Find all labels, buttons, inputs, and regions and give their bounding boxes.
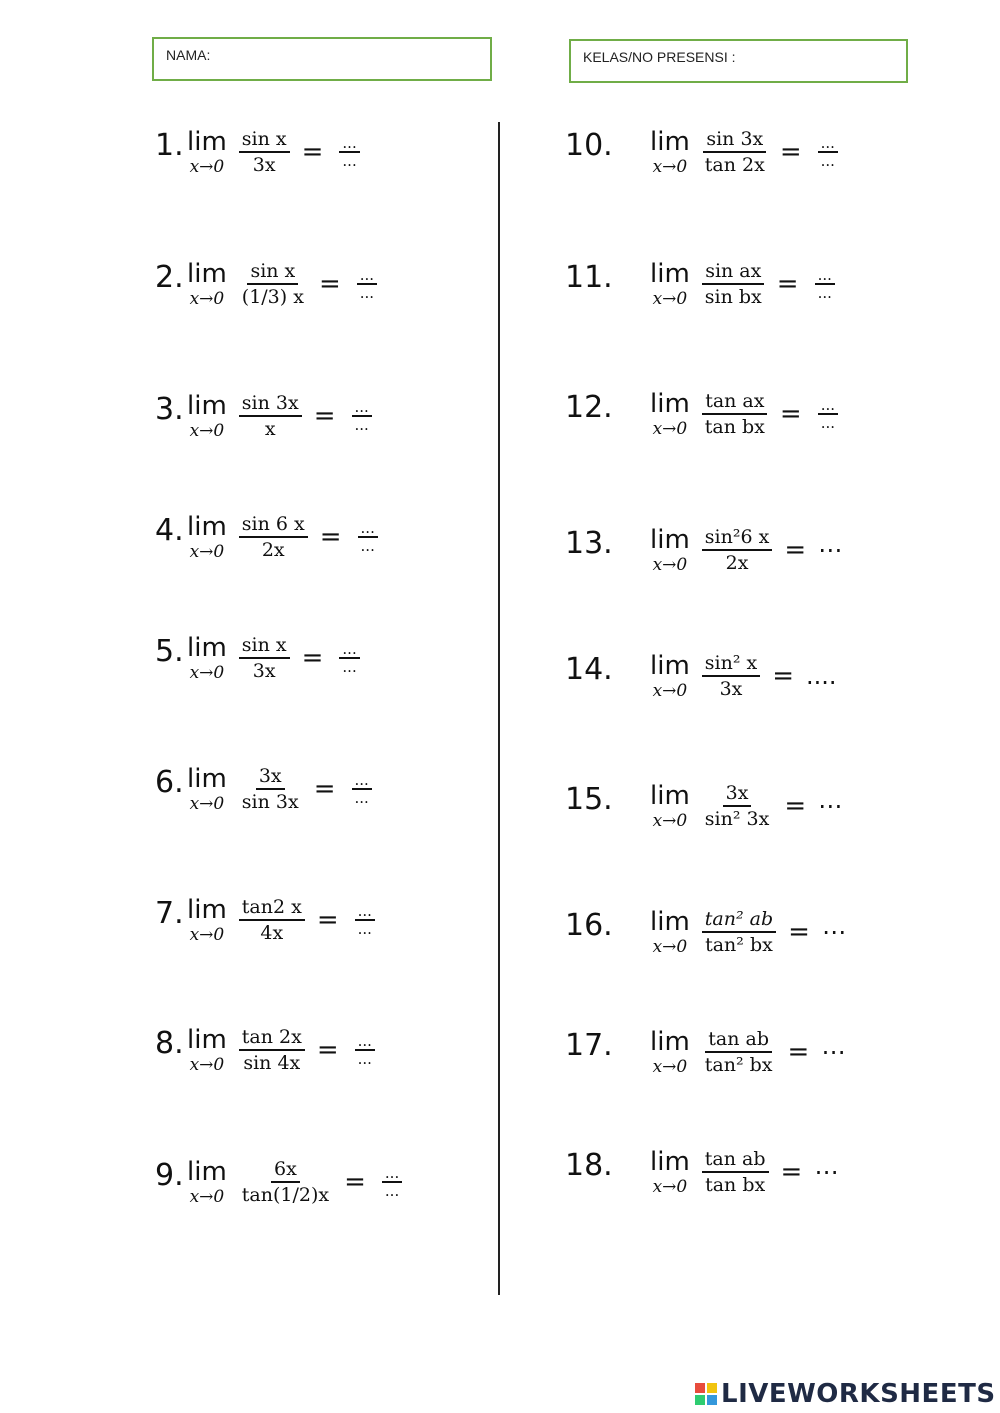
numerator: sin ax <box>702 259 764 285</box>
answer-blank[interactable]: ⋯ <box>818 536 843 564</box>
problem-number: 3. <box>155 392 184 427</box>
answer-numerator-blank[interactable]: ... <box>382 1165 402 1183</box>
answer-denominator-blank[interactable]: ... <box>820 414 836 432</box>
numerator: sin x <box>247 259 298 285</box>
denominator: tan² bx <box>704 1054 773 1076</box>
problem-7 <box>155 880 485 960</box>
answer-denominator-blank[interactable]: ... <box>357 920 372 938</box>
lim-subscript: x→0 <box>189 925 225 945</box>
denominator: 2x <box>725 552 749 574</box>
problem-number: 2. <box>155 260 184 295</box>
equals-sign: = <box>344 1167 366 1197</box>
problem-number: 17. <box>565 1028 613 1063</box>
equals-sign: = <box>316 1035 339 1065</box>
equals-sign: = <box>780 1157 803 1187</box>
answer-numerator-blank[interactable]: ... <box>818 135 838 153</box>
problem-4 <box>155 497 485 577</box>
logo-square <box>695 1383 705 1393</box>
lim-operator: lim <box>650 651 690 681</box>
problem-number: 5. <box>155 634 184 669</box>
problem-number: 15. <box>565 782 613 817</box>
problem-16 <box>565 892 965 972</box>
answer-numerator-blank[interactable]: ... <box>352 772 372 790</box>
lim-operator: lim <box>650 389 690 419</box>
answer-denominator-blank[interactable]: ... <box>817 284 832 302</box>
problem-2 <box>155 244 485 324</box>
problem-number: 13. <box>565 526 613 561</box>
lim-subscript: x→0 <box>189 542 225 562</box>
lim-subscript: x→0 <box>189 1055 225 1075</box>
lim-subscript: x→0 <box>652 811 688 831</box>
lim-subscript: x→0 <box>652 419 688 439</box>
lim-subscript: x→0 <box>652 681 688 701</box>
answer-blank[interactable]: ⋯ <box>814 1158 839 1186</box>
answer-numerator-blank[interactable]: ... <box>357 267 377 285</box>
numerator: sin 3x <box>239 391 302 417</box>
problem-6 <box>155 749 485 829</box>
problem-number: 12. <box>565 390 613 425</box>
numerator: sin x <box>239 127 290 153</box>
numerator: 3x <box>256 764 285 790</box>
answer-blank[interactable] <box>355 903 375 937</box>
denominator: 3x <box>719 678 743 700</box>
problem-number: 10. <box>565 128 613 163</box>
denominator: x <box>264 418 276 440</box>
name-field[interactable] <box>152 37 492 81</box>
answer-numerator-blank[interactable]: ... <box>355 903 375 921</box>
lim-operator: lim <box>650 525 690 555</box>
answer-denominator-blank[interactable]: ... <box>820 152 835 170</box>
answer-blank[interactable] <box>357 267 377 301</box>
lim-subscript: x→0 <box>189 1187 225 1207</box>
lim-operator: lim <box>650 907 690 937</box>
lim-operator: lim <box>187 633 227 663</box>
answer-blank[interactable] <box>815 267 835 301</box>
answer-blank[interactable] <box>352 399 372 433</box>
lim-operator: lim <box>650 1027 690 1057</box>
problem-number: 11. <box>565 260 613 295</box>
numerator: 3x <box>723 781 752 807</box>
answer-numerator-blank[interactable]: ... <box>352 399 372 417</box>
numerator: tan2 x <box>239 895 305 921</box>
equals-sign: = <box>313 401 336 431</box>
problem-12 <box>565 374 965 454</box>
numerator: sin²6 x <box>702 525 773 551</box>
answer-blank[interactable] <box>818 397 838 431</box>
answer-blank[interactable]: ⋯ <box>821 918 846 946</box>
problem-1 <box>155 112 485 192</box>
equals-sign: = <box>318 269 341 299</box>
numerator: tan² ab <box>702 907 776 933</box>
logo-square <box>707 1395 717 1405</box>
numerator: tan ab <box>705 1027 772 1053</box>
answer-blank[interactable]: .... <box>806 662 837 690</box>
answer-blank[interactable]: ⋯ <box>818 792 843 820</box>
lim-subscript: x→0 <box>189 794 225 814</box>
answer-denominator-blank[interactable]: ... <box>360 537 375 555</box>
column-divider <box>498 122 500 1295</box>
lim-subscript: x→0 <box>189 663 225 683</box>
logo-square <box>695 1395 705 1405</box>
answer-denominator-blank[interactable]: ... <box>354 416 369 434</box>
denominator: 3x <box>252 660 276 682</box>
problem-5 <box>155 618 485 698</box>
answer-denominator-blank[interactable]: ... <box>354 789 369 807</box>
answer-numerator-blank[interactable]: ... <box>355 1033 375 1051</box>
problem-11 <box>565 244 965 324</box>
problem-number: 1. <box>155 128 184 163</box>
logo-text: LIVEWORKSHEETS <box>721 1379 996 1409</box>
problem-number: 16. <box>565 908 613 943</box>
lim-subscript: x→0 <box>189 421 225 441</box>
equals-sign: = <box>788 917 810 947</box>
answer-denominator-blank[interactable]: ... <box>384 1182 400 1200</box>
lim-operator: lim <box>650 259 690 289</box>
denominator: 2x <box>261 539 285 561</box>
problem-17 <box>565 1012 965 1092</box>
problem-9 <box>155 1142 485 1222</box>
logo-square <box>707 1383 717 1393</box>
answer-blank[interactable] <box>339 641 359 675</box>
denominator: 4x <box>260 922 284 944</box>
problem-18 <box>565 1132 965 1212</box>
equals-sign: = <box>772 661 795 691</box>
denominator: sin 3x <box>241 791 299 813</box>
answer-blank[interactable] <box>382 1165 402 1199</box>
lim-subscript: x→0 <box>652 289 688 309</box>
numerator: sin 3x <box>703 127 766 153</box>
numerator: tan ab <box>702 1147 769 1173</box>
denominator: tan bx <box>704 416 765 438</box>
equals-sign: = <box>301 137 324 167</box>
liveworksheets-logo <box>695 1378 996 1410</box>
lim-subscript: x→0 <box>652 1057 688 1077</box>
class-number-label: KELAS/NO PRESENSI : <box>583 49 736 65</box>
equals-sign: = <box>784 535 807 565</box>
equals-sign: = <box>319 522 342 552</box>
denominator: sin 4x <box>243 1052 301 1074</box>
lim-operator: lim <box>650 1147 690 1177</box>
lim-operator: lim <box>187 127 227 157</box>
answer-blank[interactable] <box>358 520 378 554</box>
lim-operator: lim <box>187 895 227 925</box>
numerator: tan 2x <box>239 1025 305 1051</box>
answer-blank[interactable]: ⋯ <box>821 1038 846 1066</box>
answer-numerator-blank[interactable]: ... <box>818 397 838 415</box>
problem-number: 14. <box>565 652 613 687</box>
lim-operator: lim <box>650 781 690 811</box>
answer-numerator-blank[interactable]: ... <box>339 135 359 153</box>
answer-blank[interactable] <box>818 135 838 169</box>
answer-denominator-blank[interactable]: ... <box>359 284 375 302</box>
answer-numerator-blank[interactable]: ... <box>815 267 835 285</box>
equals-sign: = <box>301 643 324 673</box>
equals-sign: = <box>787 1037 810 1067</box>
denominator: 3x <box>252 154 276 176</box>
equals-sign: = <box>776 269 799 299</box>
answer-denominator-blank[interactable]: ... <box>342 152 357 170</box>
answer-blank[interactable] <box>355 1033 375 1067</box>
lim-subscript: x→0 <box>189 289 225 309</box>
answer-numerator-blank[interactable]: ... <box>339 641 359 659</box>
equals-sign: = <box>779 137 802 167</box>
numerator: tan ax <box>702 389 767 415</box>
denominator: (1/3) x <box>241 286 304 308</box>
class-number-field[interactable] <box>569 39 908 83</box>
problem-8 <box>155 1010 485 1090</box>
problem-3 <box>155 376 485 456</box>
lim-subscript: x→0 <box>189 157 225 177</box>
problem-15 <box>565 766 965 846</box>
lim-subscript: x→0 <box>652 937 688 957</box>
lim-operator: lim <box>187 512 227 542</box>
lim-subscript: x→0 <box>652 555 688 575</box>
answer-blank[interactable] <box>339 135 359 169</box>
logo-grid-icon <box>695 1383 717 1405</box>
denominator: tan² bx <box>705 934 773 956</box>
problem-number: 6. <box>155 765 184 800</box>
denominator: tan 2x <box>704 154 765 176</box>
denominator: tan bx <box>705 1174 766 1196</box>
lim-operator: lim <box>650 127 690 157</box>
answer-blank[interactable] <box>352 772 372 806</box>
numerator: sin 6 x <box>239 512 308 538</box>
denominator: sin² 3x <box>704 808 770 830</box>
problem-13 <box>565 510 965 590</box>
answer-denominator-blank[interactable]: ... <box>342 658 357 676</box>
equals-sign: = <box>316 905 339 935</box>
equals-sign: = <box>779 399 802 429</box>
name-label: NAMA: <box>166 47 211 63</box>
problem-number: 18. <box>565 1148 613 1183</box>
problem-number: 4. <box>155 513 184 548</box>
numerator: sin² x <box>702 651 760 677</box>
lim-subscript: x→0 <box>652 157 688 177</box>
lim-subscript: x→0 <box>652 1177 688 1197</box>
lim-operator: lim <box>187 259 227 289</box>
lim-operator: lim <box>187 764 227 794</box>
problem-number: 8. <box>155 1026 184 1061</box>
problem-number: 7. <box>155 896 184 931</box>
problem-14 <box>565 636 965 716</box>
equals-sign: = <box>313 774 336 804</box>
answer-denominator-blank[interactable]: ... <box>357 1050 372 1068</box>
problem-number: 9. <box>155 1158 184 1193</box>
equals-sign: = <box>784 791 807 821</box>
numerator: sin x <box>239 633 290 659</box>
lim-operator: lim <box>187 1157 227 1187</box>
answer-numerator-blank[interactable]: ... <box>358 520 378 538</box>
problem-10 <box>565 112 965 192</box>
denominator: tan(1/2)x <box>241 1184 330 1206</box>
lim-operator: lim <box>187 391 227 421</box>
denominator: sin bx <box>704 286 762 308</box>
numerator: 6x <box>271 1157 300 1183</box>
lim-operator: lim <box>187 1025 227 1055</box>
